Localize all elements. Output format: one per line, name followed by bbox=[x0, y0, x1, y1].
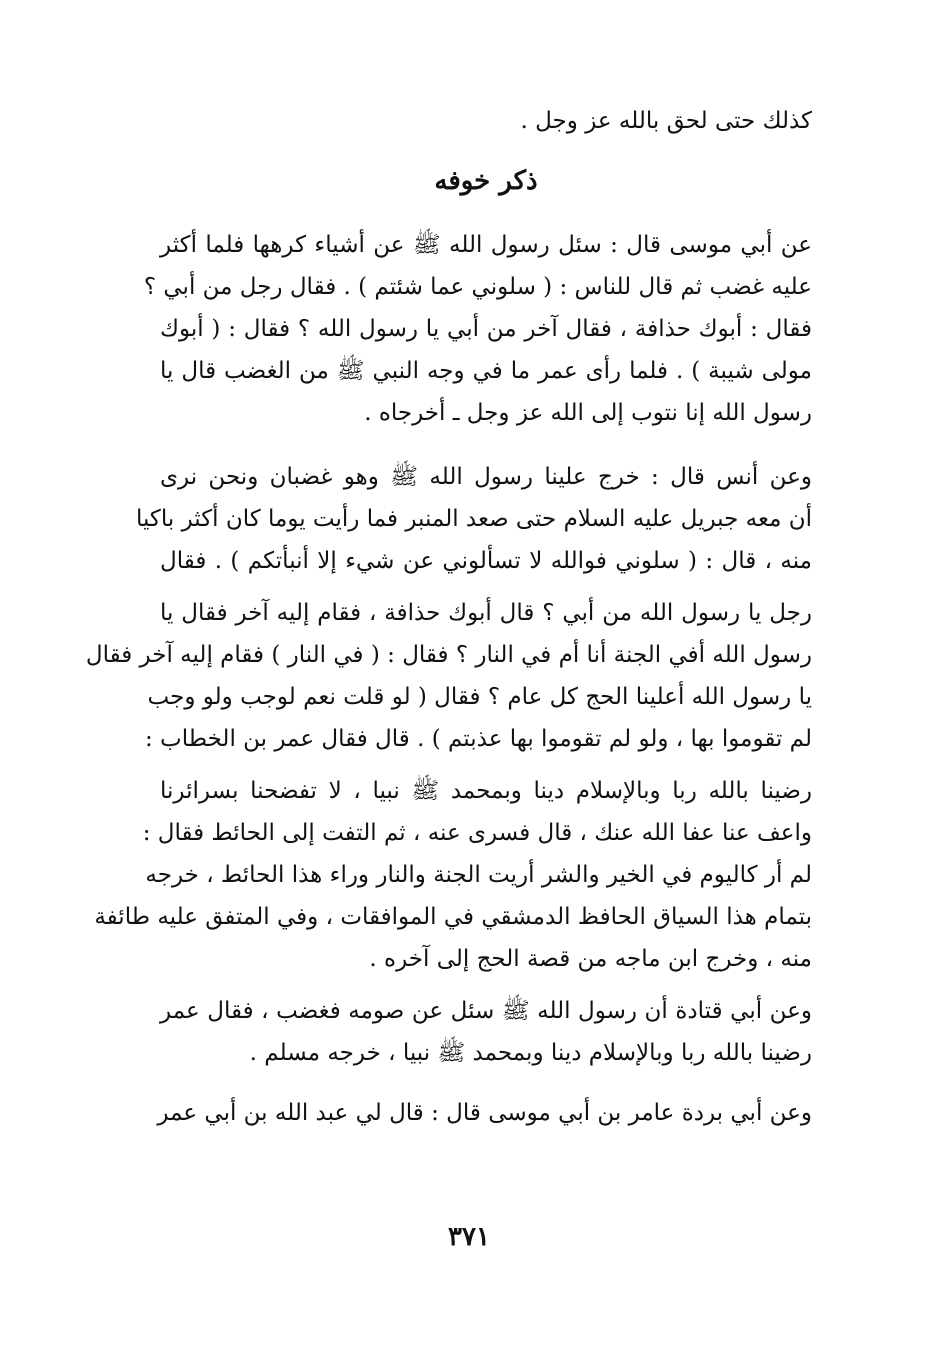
text-line: مولى شيبة ) . فلما رأى عمر ما في وجه النبي ﷺ من الغضب قال يا bbox=[160, 358, 812, 384]
text-line: كذلك حتى لحق بالله عز وجل . bbox=[520, 108, 812, 134]
opening-paragraph bbox=[160, 100, 812, 142]
text-line: رسول الله أفي الجنة أنا أم في النار ؟ فقال : ( في النار ) فقام إليه آخر فقال bbox=[85, 642, 812, 668]
text-line: لم أر كاليوم في الخير والشر أريت الجنة والنار وراء هذا الحائط ، خرجه bbox=[145, 862, 812, 888]
text-line: منه ، وخرج ابن ماجه من قصة الحج إلى آخره . bbox=[369, 946, 812, 972]
text-line: رسول الله إنا نتوب إلى الله عز وجل ـ أخرجاه . bbox=[364, 400, 812, 426]
paragraph-abu-burda bbox=[157, 1092, 812, 1134]
text-line: واعف عنا عفا الله عنك ، قال فسرى عنه ، ثم التفت إلى الحائط فقال : bbox=[142, 820, 812, 846]
page-body bbox=[85, 100, 812, 1152]
page-number: ٣٧١ bbox=[448, 1222, 490, 1252]
text-line: أن معه جبريل عليه السلام حتى صعد المنبر فما رأيت يوما كان أكثر باكيا bbox=[135, 506, 812, 532]
text-line: رجل يا رسول الله من أبي ؟ قال أبوك حذافة ، فقام إليه آخر فقال يا bbox=[160, 600, 812, 626]
text-line: رضينا بالله ربا وبالإسلام دينا وبمحمد ﷺ نبيا ، لا تفضحنا بسرائرنا bbox=[160, 778, 812, 804]
text-line: فقال : أبوك حذافة ، فقال آخر من أبي يا رسول الله ؟ فقال : ( أبوك bbox=[160, 316, 812, 342]
text-line: وعن أبي قتادة أن رسول الله ﷺ سئل عن صومه فغضب ، فقال عمر bbox=[160, 998, 812, 1024]
text-line: عليه غضب ثم قال للناس : ( سلوني عما شئتم ) . فقال رجل من أبي ؟ bbox=[143, 274, 812, 300]
text-line: عن أبي موسى قال : سئل رسول الله ﷺ عن أشياء كرهها فلما أكثر bbox=[160, 232, 812, 258]
paragraph-anas bbox=[135, 456, 812, 582]
text-line: رضينا بالله ربا وبالإسلام دينا وبمحمد ﷺ نبيا ، خرجه مسلم . bbox=[249, 1040, 812, 1066]
paragraph-abu-qatada bbox=[160, 990, 812, 1074]
text-line: منه ، قال : ( سلوني فوالله لا تسألوني عن شيء إلا أنبأتكم ) . فقال bbox=[160, 548, 812, 574]
text-line: بتمام هذا السياق الحافظ الدمشقي في الموافقات ، وفي المتفق عليه طائفة bbox=[94, 904, 812, 930]
paragraph-abu-musa bbox=[143, 224, 812, 434]
text-line: وعن أبي بردة عامر بن أبي موسى قال : قال لي عبد الله بن أبي عمر bbox=[157, 1100, 812, 1126]
paragraph-anas-continued bbox=[85, 592, 812, 760]
text-line: لم تقوموا بها ، ولو لم تقوموا بها عذبتم ) . قال فقال عمر بن الخطاب : bbox=[145, 726, 812, 752]
paragraph-umar-response bbox=[94, 770, 812, 980]
text-line: وعن أنس قال : خرج علينا رسول الله ﷺ وهو غضبان ونحن نرى bbox=[160, 464, 812, 490]
section-heading: ذكر خوفه bbox=[434, 166, 538, 196]
text-line: يا رسول الله أعلينا الحج كل عام ؟ فقال ( لو قلت نعم لوجب ولو وجب bbox=[147, 684, 812, 710]
